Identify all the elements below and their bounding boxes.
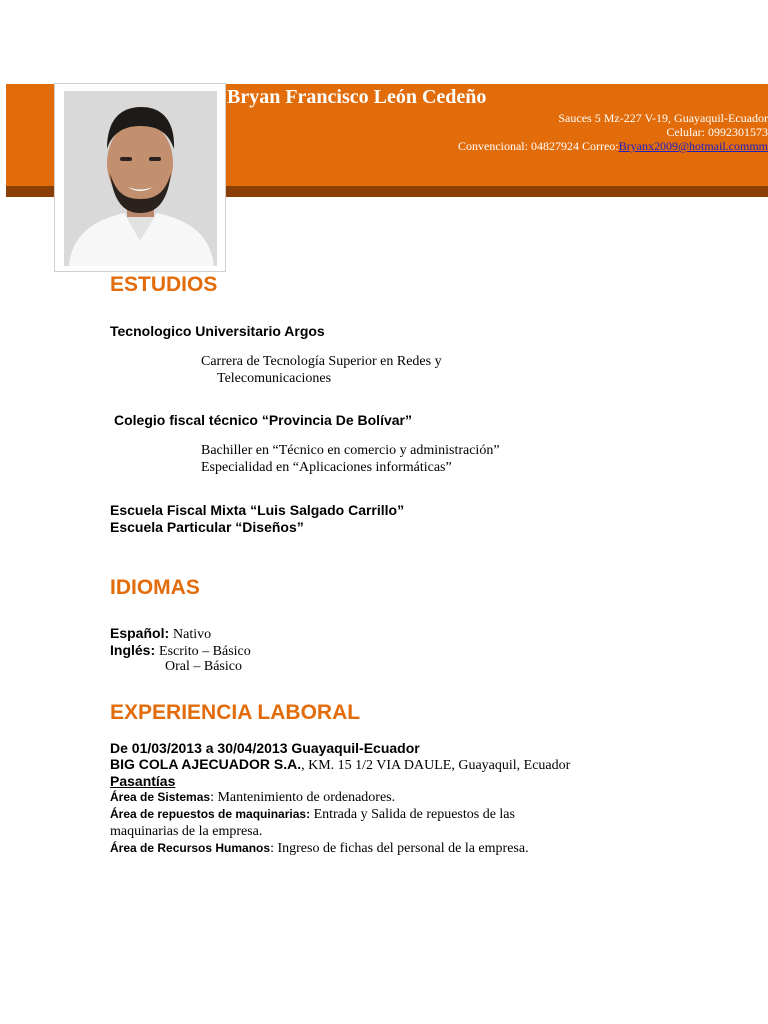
job-area-rrhh-label: Área de Recursos Humanos [110,841,271,855]
language-english [110,642,251,660]
job-area-repuestos-label: Área de repuestos de maquinarias: [110,807,311,821]
language-spanish [110,625,211,643]
job-company-name: BIG COLA AJECUADOR S.A. [110,756,302,772]
school-disenos: Escuela Particular “Diseños” [110,519,304,535]
language-english-label: Inglés: [110,642,156,658]
job-area-sistemas [110,790,395,806]
language-english-oral: Oral – Básico [165,659,242,674]
job-company [110,756,570,774]
job-area-repuestos-value: Entrada y Salida de repuestos de las [310,807,515,822]
job-area-rrhh [110,841,529,857]
email-link[interactable]: Bryanx2009@hotmail.commm [618,139,768,153]
school-argos-degree-line2: Telecomunicaciones [217,371,332,386]
school-bolivar-degree: Bachiller en “Técnico en comercio y administración” [201,443,500,458]
job-area-sistemas-label: Área de Sistemas [110,790,211,804]
school-argos: Tecnologico Universitario Argos [110,323,325,339]
contact-address: Sauces 5 Mz-227 V-19, Guayaquil-Ecuador [558,111,768,125]
job-role: Pasantías [110,773,176,789]
job-company-address: , KM. 15 1/2 VIA DAULE, Guayaquil, Ecuador [301,758,571,773]
school-argos-degree-line1: Carrera de Tecnología Superior en Redes y [201,354,442,369]
contact-mobile: Celular: 0992301573 [666,125,768,139]
job-dates: De 01/03/2013 a 30/04/2013 Guayaquil-Ecuador [110,740,420,756]
job-area-rrhh-value: : Ingreso de fichas del personal de la empresa. [270,841,529,856]
language-spanish-label: Español: [110,625,170,641]
school-bolivar: Colegio fiscal técnico “Provincia De Bolívar” [114,412,412,428]
profile-photo [64,91,217,266]
section-title-experiencia: EXPERIENCIA LABORAL [110,701,361,724]
school-salgado: Escuela Fiscal Mixta “Luis Salgado Carrillo” [110,502,405,518]
job-area-sistemas-value: : Mantenimiento de ordenadores. [210,790,396,805]
person-silhouette-icon [64,91,217,266]
language-spanish-level: Nativo [173,627,212,642]
job-area-repuestos-cont: maquinarias de la empresa. [110,824,263,839]
photo-frame [54,83,226,272]
school-bolivar-specialty: Especialidad en “Aplicaciones informáticas” [201,460,452,475]
applicant-name: Bryan Francisco León Cedeño [227,86,487,108]
section-title-idiomas: IDIOMAS [110,576,200,599]
language-english-written: Escrito – Básico [159,644,251,659]
section-title-estudios: ESTUDIOS [110,273,218,296]
job-area-repuestos [110,807,515,823]
contact-phone-email [458,139,768,154]
contact-phone-label: Convencional: 04827924 Correo: [457,139,619,153]
